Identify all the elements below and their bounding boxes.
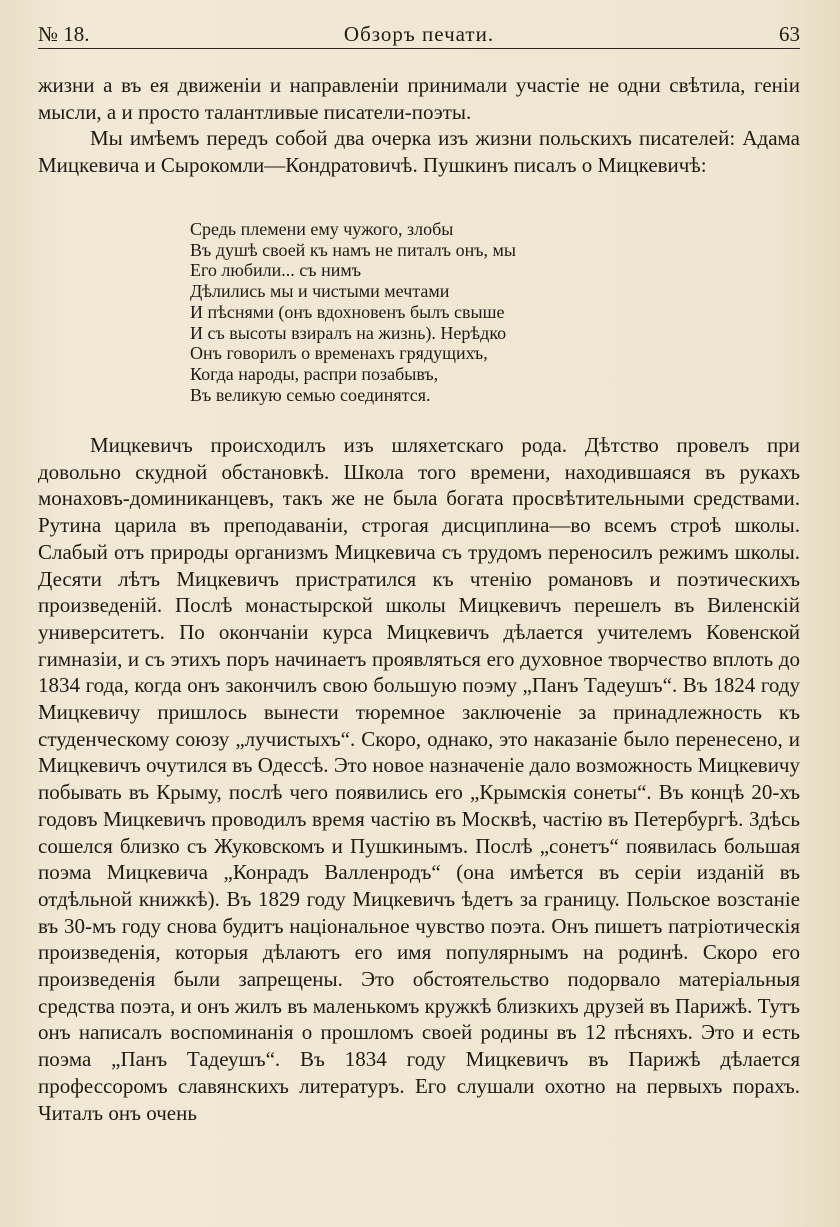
paragraph-continuation: жизни а въ ея движенiи и направленiи принимали участiе не одни свѣтила, генiи мысли, а и просто талантливые писатели-поэты. <box>38 73 800 124</box>
verse-line: Въ великую семью соединятся. <box>190 384 431 405</box>
pushkin-verse <box>190 219 670 405</box>
running-title: Обзоръ печати. <box>343 22 495 46</box>
paragraph-biography: Мицкевичъ происходилъ изъ шляхетскаго рода. Дѣтство провелъ при довольно скудной обстановкѣ. Школа того времени, находившаяся въ рукахъ монаховъ-доминиканцевъ, такъ же не была богата просвѣтительными средствами. Рутина царила въ преподаванiи, строгая дисциплина—во всемъ строѣ школы. Слабый отъ природы организмъ Мицкевича съ трудомъ переносилъ режимъ школы. Десяти лѣтъ Мицкевичъ пристратился къ чтенiю романовъ и поэтическихъ произведенiй. Послѣ монастырской школы Мицкевичъ перешелъ въ Виленскiй университетъ. По окончанiи курса Мицкевичъ дѣлается учителемъ Ковенской гимназiи, и съ этихъ поръ начинаетъ проявляться его духовное творчество вплоть до 1834 года, когда онъ закончилъ свою большую поэму „Панъ Тадеушъ“. Въ 1824 году Мицкевичу пришлось вынести тюремное заключенiе за принадлежность къ студенческому союзу „лучистыхъ“. Скоро, однако, это наказанiе было перенесено, и Мицкевичъ очутился въ Одессѣ. Это новое назначенiе дало возможность Мицкевичу побывать въ Крыму, послѣ чего появились его „Крымскiя сонеты“. Въ концѣ 20-хъ годовъ Мицкевичъ проводилъ время частiю въ Москвѣ, частiю въ Петербургѣ. Здѣсь сошелся близко съ Жуковскомъ и Пушкинымъ. Послѣ „сонетъ“ появилась большая поэма Мицкевича „Конрадъ Валленродъ“ (она имѣется въ серiи изданiй въ отдѣльной книжкѣ). Въ 1829 году Мицкевичъ ѣдетъ за границу. Польское возстанiе въ 30-мъ году снова будитъ нацiональное чувство поэта. Онъ пишетъ патрiотическiя произведенiя, которыя дѣлаютъ его имя популярнымъ на родинѣ. Скоро его произведенiя были запрещены. Это обстоятельство подорвало матерiальныя средства поэта, и онъ жилъ въ маленькомъ кружкѣ близкихъ друзей въ Парижѣ. Тутъ онъ написалъ воспоминанiя о прошломъ своей родины въ 12 пѣсняхъ. Это и есть поэма „Панъ Тадеушъ“. Въ 1834 году Мицкевичъ въ Парижѣ дѣлается профессоромъ славянскихъ литературъ. Его слушали охотно на первыхъ порахъ. Читалъ онъ очень <box>38 433 800 1125</box>
running-header <box>38 14 800 48</box>
verse-line: И съ высоты взиралъ на жизнь). Нерѣдко <box>190 322 507 343</box>
verse-line: Его любили... съ нимъ <box>190 260 362 281</box>
verse-line: Дѣлились мы и чистыми мечтами <box>190 281 450 302</box>
verse-line: Когда народы, распри позабывъ, <box>190 363 439 384</box>
paragraph-introduction: Мы имѣемъ передъ собой два очерка изъ жизни польскихъ писателей: Адама Мицкевича и Сырокомли—Кондратовичѣ. Пушкинъ писалъ о Мицкевичѣ: <box>38 126 800 178</box>
text-block-intro <box>38 72 800 179</box>
verse-line: Средь племени ему чужого, злобы <box>190 219 454 239</box>
text-block-biography <box>38 432 800 1126</box>
verse-line: Онъ говорилъ о временахъ грядущихъ, <box>190 343 488 364</box>
page-number: 63 <box>779 22 800 46</box>
issue-number: № 18. <box>38 22 90 46</box>
verse-line: Въ душѣ своей къ намъ не питалъ онъ, мы <box>190 239 517 260</box>
verse-line: И пѣснями (онъ вдохновенъ былъ свыше <box>190 301 505 322</box>
header-rule <box>38 48 800 49</box>
